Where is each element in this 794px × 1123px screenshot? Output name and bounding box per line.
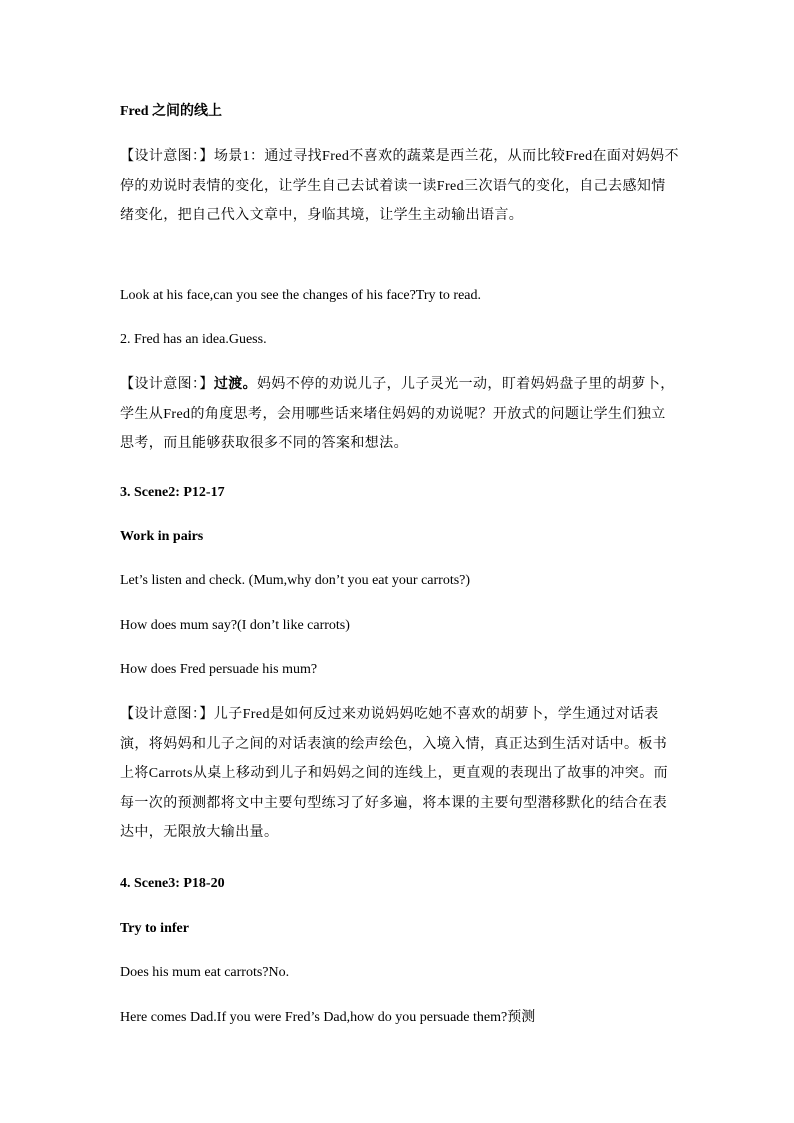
fred-persuade-line: How does Fred persuade his mum? — [120, 662, 318, 677]
design-intent-note-2 — [120, 370, 680, 459]
design-intent-text: 妈妈不停的劝说儿子，儿子灵光一动，盯着妈妈盘子里的胡萝卜，学生从Fred的角度思考，会用哪些话来堵住妈妈的劝说呢？开放式的问题让学生们独立思考，而且能够获取很多不同的答案和想法。 — [120, 377, 675, 451]
design-intent-text: 儿子Fred是如何反过来劝说妈妈吃她不喜欢的胡萝卜，学生通过对话表演，将妈妈和儿子之间的对话表演的绘声绘色，入境入情，真正达到生活对话中。板书上将Carrots从桌上移动到儿子和妈妈之间的连线上，更直观的表现出了故事的冲突。而每一次的预测都将文中主要句型练习了好多遍，将本课的主要句型潜移默化的结合在表达中，无限放大输出量。 — [120, 707, 669, 840]
scene2-heading: 3. Scene2: P12-17 — [120, 485, 225, 500]
design-intent-note-3 — [120, 700, 680, 848]
listen-check-line: Let’s listen and check. (Mum,why don’t you eat your carrots?) — [120, 573, 471, 588]
design-intent-label: 【设计意图：】 — [120, 377, 214, 392]
design-intent-label: 【设计意图：】 — [120, 707, 214, 722]
try-to-infer-heading: Try to infer — [120, 921, 189, 936]
scene3-heading: 4. Scene3: P18-20 — [120, 876, 225, 891]
design-intent-text: 场景1：通过寻找Fred不喜欢的蔬菜是西兰花，从而比较Fred在面对妈妈不停的劝说时表情的变化，让学生自己去试着读一读Fred三次语气的变化，自己去感知情绪变化，把自己代入文章中，身临其境，让学生主动输出语言。 — [120, 149, 679, 223]
design-intent-note-1 — [120, 142, 680, 231]
fred-has-idea-line: 2. Fred has an idea.Guess. — [120, 332, 267, 347]
here-comes-dad-line: Here comes Dad.If you were Fred’s Dad,how do you persuade them?预测 — [120, 1010, 536, 1025]
mum-say-line: How does mum say?(I don’t like carrots) — [120, 618, 350, 633]
look-at-face-line: Look at his face,can you see the changes of his face?Try to read. — [120, 288, 482, 303]
work-in-pairs-heading: Work in pairs — [120, 529, 204, 544]
design-intent-bold: 过渡。 — [213, 377, 258, 392]
design-intent-label: 【设计意图：】 — [120, 149, 214, 164]
section-heading: Fred 之间的线上 — [120, 104, 223, 119]
mum-eat-carrots-line: Does his mum eat carrots?No. — [120, 965, 290, 980]
